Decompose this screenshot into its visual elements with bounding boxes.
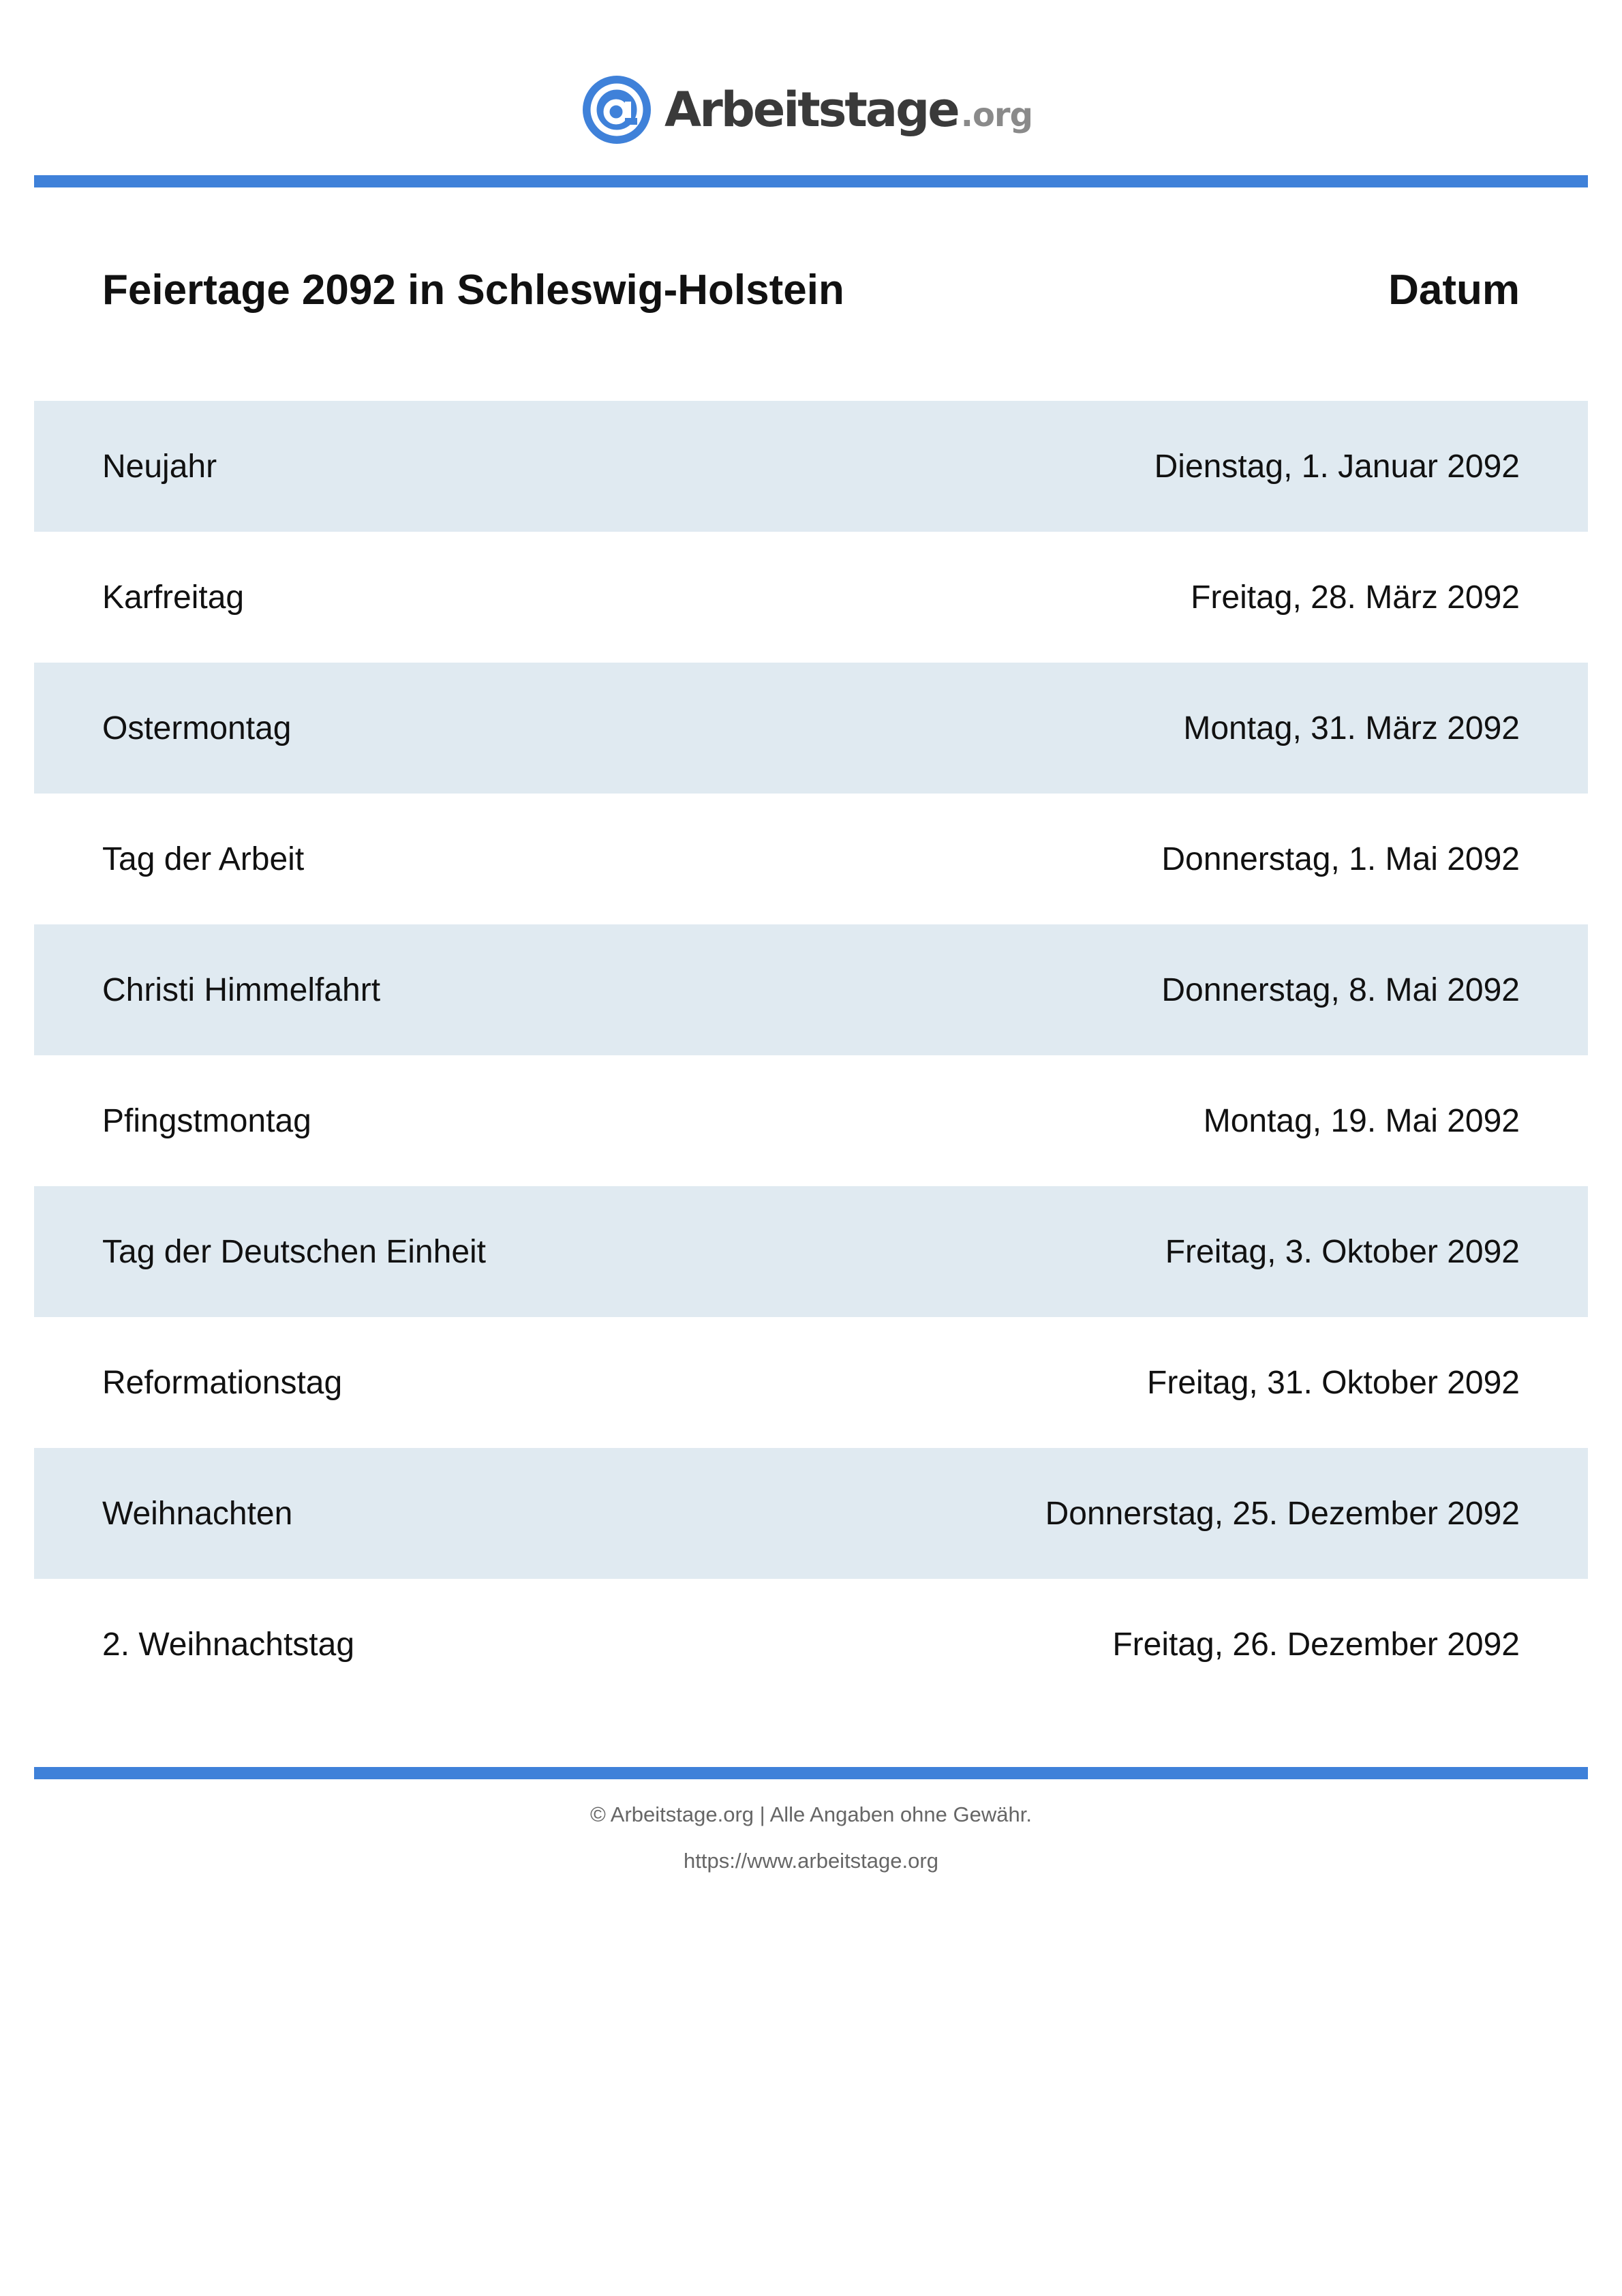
holiday-date: Donnerstag, 8. Mai 2092 — [1161, 971, 1520, 1008]
holiday-date: Freitag, 28. März 2092 — [1191, 579, 1520, 616]
holiday-date: Donnerstag, 25. Dezember 2092 — [1045, 1495, 1520, 1532]
logo-group — [583, 76, 1032, 144]
table-header — [102, 252, 1520, 327]
site-logo[interactable] — [0, 72, 1622, 147]
footer-copyright: © Arbeitstage.org | Alle Angaben ohne Gewähr. — [590, 1802, 1032, 1826]
holiday-table — [34, 401, 1588, 1710]
holiday-name: Christi Himmelfahrt — [102, 971, 381, 1008]
holiday-date: Freitag, 31. Oktober 2092 — [1147, 1364, 1520, 1401]
at-sign-icon — [583, 76, 651, 144]
holiday-name: Pfingstmontag — [102, 1102, 311, 1139]
table-row — [34, 1448, 1588, 1579]
table-row — [34, 924, 1588, 1055]
holiday-date: Freitag, 3. Oktober 2092 — [1165, 1233, 1520, 1270]
footer-url-link[interactable]: https://www.arbeitstage.org — [684, 1849, 938, 1873]
holiday-name: Tag der Arbeit — [102, 841, 305, 877]
holiday-name: Weihnachten — [102, 1495, 293, 1532]
logo-wordmark: Arbeitstage — [664, 82, 958, 138]
holiday-date: Dienstag, 1. Januar 2092 — [1154, 448, 1520, 485]
holiday-name: 2. Weihnachtstag — [102, 1626, 355, 1663]
table-row — [34, 1186, 1588, 1317]
table-row — [34, 1055, 1588, 1186]
bottom-divider — [34, 1767, 1588, 1779]
holiday-date: Freitag, 26. Dezember 2092 — [1112, 1626, 1520, 1663]
holiday-name: Ostermontag — [102, 710, 292, 746]
table-row — [34, 532, 1588, 663]
holiday-name: Reformationstag — [102, 1364, 343, 1401]
holiday-date: Donnerstag, 1. Mai 2092 — [1161, 841, 1520, 877]
holiday-name: Neujahr — [102, 448, 217, 485]
holiday-date: Montag, 19. Mai 2092 — [1203, 1102, 1520, 1139]
holiday-name: Tag der Deutschen Einheit — [102, 1233, 487, 1270]
date-column-header: Datum — [1388, 266, 1520, 314]
table-row — [34, 1317, 1588, 1448]
logo-tld: .org — [960, 96, 1032, 134]
table-row — [34, 1579, 1588, 1710]
table-row — [34, 794, 1588, 924]
page-title: Feiertage 2092 in Schleswig-Holstein — [102, 266, 844, 314]
top-divider — [34, 175, 1588, 187]
holiday-date: Montag, 31. März 2092 — [1183, 710, 1520, 746]
holiday-name: Karfreitag — [102, 579, 245, 616]
table-row — [34, 663, 1588, 794]
table-row — [34, 401, 1588, 532]
